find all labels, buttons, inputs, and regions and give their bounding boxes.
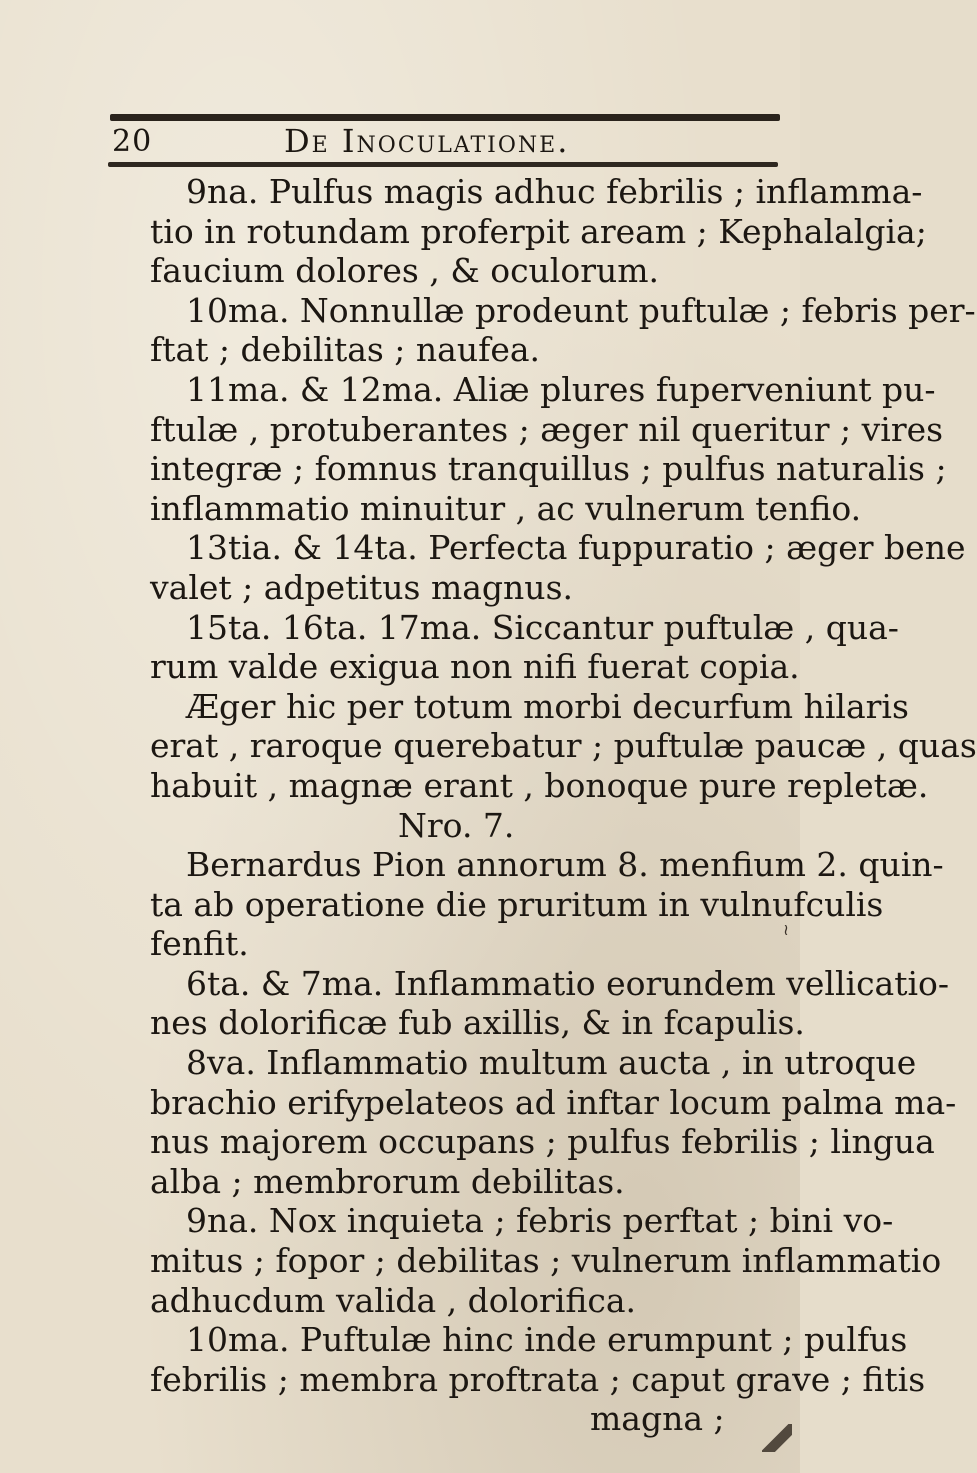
text-line: rum valde exigua non nifi fuerat copia.: [150, 647, 800, 687]
text-line: tio in rotundam proferpit aream ; Kephalalgia;: [150, 211, 927, 251]
text-line: 10ma. Nonnullæ prodeunt puftulæ ; febris per-: [186, 290, 976, 330]
text-line: 10ma. Puftulæ hinc inde erumpunt ; pulfus: [186, 1320, 908, 1360]
text-line: 13tia. & 14ta. Perfecta fuppuratio ; æger bene: [186, 528, 966, 568]
top-rule: [110, 114, 780, 121]
corner-mark: [762, 1424, 792, 1452]
running-head: De Inoculatione.: [284, 122, 570, 160]
text-line: faucium dolores , & oculorum.: [150, 251, 660, 291]
text-line: 9na. Pulfus magis adhuc febrilis ; inflamma-: [186, 172, 923, 211]
text-line: fenfit.: [150, 924, 249, 964]
text-line: inflammatio minuitur , ac vulnerum tenfio.: [150, 488, 862, 528]
text-line: erat , raroque querebatur ; puftulæ paucæ , quas: [150, 726, 977, 766]
body-text: [150, 172, 977, 1439]
text-line: ftulæ , protuberantes ; æger nil queritur ; vires: [150, 409, 944, 449]
text-line: nes dolorificæ fub axillis, & in fcapulis.: [150, 1003, 805, 1043]
text-line: 15ta. 16ta. 17ma. Siccantur puftulæ , qua-: [186, 607, 899, 647]
text-line: 6ta. & 7ma. Inflammatio eorundem vellicatio-: [186, 963, 950, 1003]
page-header: [112, 122, 772, 162]
text-line: Bernardus Pion annorum 8. menfium 2. quin-: [186, 845, 944, 885]
text-line: nus majorem occupans ; pulfus febrilis ; lingua: [150, 1122, 935, 1162]
text-line: brachio erifypelateos ad inftar locum palma ma-: [150, 1082, 957, 1122]
text-line: adhucdum valida , dolorifica.: [150, 1280, 637, 1320]
text-line: valet ; adpetitus magnus.: [150, 567, 573, 607]
text-line: integræ ; fomnus tranquillus ; pulfus naturalis ;: [150, 449, 947, 489]
text-line: alba ; membrorum debilitas.: [150, 1161, 625, 1201]
text-line: 9na. Nox inquieta ; febris perftat ; bini vo-: [186, 1201, 894, 1241]
text-line: febrilis ; membra proftrata ; caput grave ; fitis: [150, 1359, 926, 1399]
page-number: 20: [112, 124, 153, 159]
text-line: ftat ; debilitas ; naufea.: [150, 330, 541, 370]
margin-mark: ≀: [783, 920, 789, 939]
text-line: mitus ; fopor ; debilitas ; vulnerum inflammatio: [150, 1241, 942, 1281]
text-line: ta ab operatione die pruritum in vulnufculis: [150, 884, 884, 924]
section-heading: Nro. 7.: [398, 805, 515, 845]
text-line: Æger hic per totum morbi decurfum hilaris: [186, 686, 909, 726]
catchword: magna ;: [590, 1399, 725, 1439]
text-line: 11ma. & 12ma. Aliæ plures fuperveniunt pu-: [186, 369, 936, 409]
header-rule: [108, 162, 778, 167]
text-line: 8va. Inflammatio multum aucta , in utroque: [186, 1043, 917, 1083]
text-line: habuit , magnæ erant , bonoque pure repletæ.: [150, 765, 929, 805]
